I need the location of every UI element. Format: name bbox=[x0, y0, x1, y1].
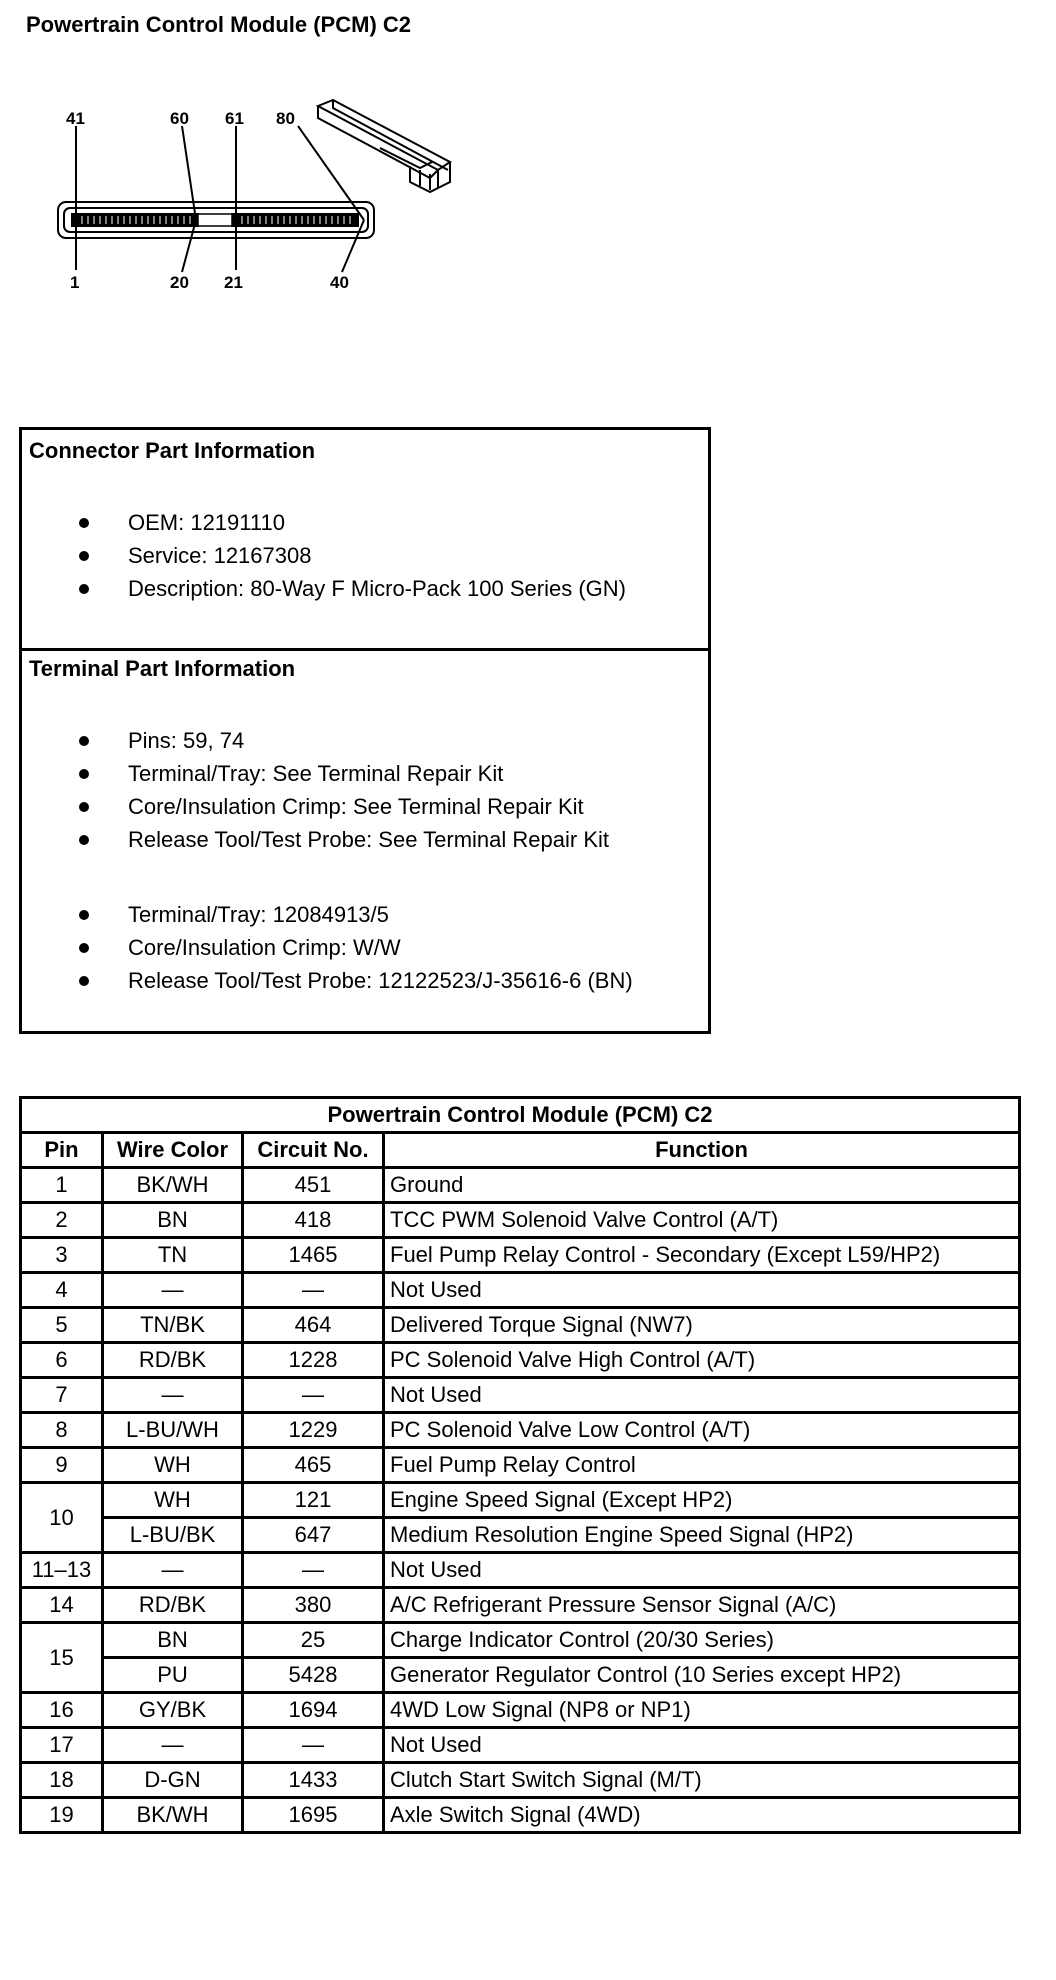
table-row bbox=[21, 1588, 1020, 1623]
pin-label-61: 61 bbox=[225, 109, 244, 128]
circuit-cell: 647 bbox=[243, 1518, 384, 1553]
table-row bbox=[21, 1518, 1020, 1553]
function-cell: Axle Switch Signal (4WD) bbox=[384, 1798, 1020, 1833]
circuit-cell: 1229 bbox=[243, 1413, 384, 1448]
circuit-cell: 1695 bbox=[243, 1798, 384, 1833]
function-cell: Not Used bbox=[384, 1273, 1020, 1308]
pin-labels-bottom bbox=[70, 273, 349, 292]
function-cell: PC Solenoid Valve Low Control (A/T) bbox=[384, 1413, 1020, 1448]
pin-label-40: 40 bbox=[330, 273, 349, 292]
wire-color-cell: WH bbox=[103, 1448, 243, 1483]
pin-cell: 5 bbox=[21, 1308, 103, 1343]
circuit-cell: — bbox=[243, 1273, 384, 1308]
table-header-row bbox=[21, 1133, 1020, 1168]
table-row bbox=[21, 1168, 1020, 1203]
wire-color-cell: WH bbox=[103, 1483, 243, 1518]
bullet-icon bbox=[79, 943, 89, 953]
list-item: Service: 12167308 bbox=[22, 539, 626, 572]
list-item: Core/Insulation Crimp: See Terminal Repair Kit bbox=[22, 790, 609, 823]
circuit-cell: 418 bbox=[243, 1203, 384, 1238]
main-connector-illustration bbox=[58, 202, 374, 238]
wire-color-cell: BK/WH bbox=[103, 1798, 243, 1833]
table-row bbox=[21, 1728, 1020, 1763]
circuit-cell: — bbox=[243, 1728, 384, 1763]
table-caption: Powertrain Control Module (PCM) C2 bbox=[21, 1098, 1020, 1133]
function-cell: Engine Speed Signal (Except HP2) bbox=[384, 1483, 1020, 1518]
list-item: Release Tool/Test Probe: 12122523/J-35616-6 (BN) bbox=[22, 964, 633, 997]
wire-color-cell: RD/BK bbox=[103, 1588, 243, 1623]
pin-cell: 8 bbox=[21, 1413, 103, 1448]
pin-cell: 9 bbox=[21, 1448, 103, 1483]
list-item: OEM: 12191110 bbox=[22, 506, 626, 539]
pin-cell: 19 bbox=[21, 1798, 103, 1833]
pin-cell: 7 bbox=[21, 1378, 103, 1413]
table-row bbox=[21, 1238, 1020, 1273]
terminal-part-information bbox=[22, 648, 708, 1031]
bullet-icon bbox=[79, 769, 89, 779]
circuit-cell: — bbox=[243, 1378, 384, 1413]
bullet-icon bbox=[79, 518, 89, 528]
terminal-info-list-1 bbox=[22, 724, 609, 856]
circuit-cell: 464 bbox=[243, 1308, 384, 1343]
circuit-cell: 25 bbox=[243, 1623, 384, 1658]
header-circuit-no: Circuit No. bbox=[243, 1133, 384, 1168]
table-row bbox=[21, 1658, 1020, 1693]
table-row bbox=[21, 1623, 1020, 1658]
pin-label-41: 41 bbox=[66, 109, 85, 128]
pin-table bbox=[19, 1096, 1021, 1834]
table-row bbox=[21, 1308, 1020, 1343]
bullet-icon bbox=[79, 551, 89, 561]
pin-cell: 18 bbox=[21, 1763, 103, 1798]
wire-color-cell: — bbox=[103, 1273, 243, 1308]
pin-cell: 3 bbox=[21, 1238, 103, 1273]
function-cell: A/C Refrigerant Pressure Sensor Signal (A/C) bbox=[384, 1588, 1020, 1623]
wire-color-cell: TN/BK bbox=[103, 1308, 243, 1343]
wire-color-cell: L-BU/BK bbox=[103, 1518, 243, 1553]
pin-cell: 11–13 bbox=[21, 1553, 103, 1588]
pin-label-1: 1 bbox=[70, 273, 80, 292]
circuit-cell: 380 bbox=[243, 1588, 384, 1623]
wire-color-cell: L-BU/WH bbox=[103, 1413, 243, 1448]
pin-label-60: 60 bbox=[170, 109, 189, 128]
list-item: Core/Insulation Crimp: W/W bbox=[22, 931, 633, 964]
list-item: Terminal/Tray: See Terminal Repair Kit bbox=[22, 757, 609, 790]
table-row bbox=[21, 1203, 1020, 1238]
function-cell: Not Used bbox=[384, 1378, 1020, 1413]
header-function: Function bbox=[384, 1133, 1020, 1168]
table-row bbox=[21, 1798, 1020, 1833]
circuit-cell: 1694 bbox=[243, 1693, 384, 1728]
function-cell: PC Solenoid Valve High Control (A/T) bbox=[384, 1343, 1020, 1378]
pin-label-80: 80 bbox=[276, 109, 295, 128]
circuit-cell: 1228 bbox=[243, 1343, 384, 1378]
terminal-info-list-2 bbox=[22, 898, 633, 997]
wire-color-cell: — bbox=[103, 1553, 243, 1588]
function-cell: TCC PWM Solenoid Valve Control (A/T) bbox=[384, 1203, 1020, 1238]
pin-cell: 16 bbox=[21, 1693, 103, 1728]
list-item: Release Tool/Test Probe: See Terminal Repair Kit bbox=[22, 823, 609, 856]
function-cell: Delivered Torque Signal (NW7) bbox=[384, 1308, 1020, 1343]
function-cell: Ground bbox=[384, 1168, 1020, 1203]
connector-part-information bbox=[22, 430, 708, 651]
pin-cell: 10 bbox=[21, 1483, 103, 1553]
table-row bbox=[21, 1763, 1020, 1798]
pin-cell: 15 bbox=[21, 1623, 103, 1693]
circuit-cell: 1433 bbox=[243, 1763, 384, 1798]
circuit-cell: — bbox=[243, 1553, 384, 1588]
function-cell: Fuel Pump Relay Control bbox=[384, 1448, 1020, 1483]
function-cell: Not Used bbox=[384, 1553, 1020, 1588]
table-row bbox=[21, 1553, 1020, 1588]
list-item: Terminal/Tray: 12084913/5 bbox=[22, 898, 633, 931]
bullet-icon bbox=[79, 976, 89, 986]
table-row bbox=[21, 1343, 1020, 1378]
bullet-icon bbox=[79, 835, 89, 845]
function-cell: Medium Resolution Engine Speed Signal (HP2) bbox=[384, 1518, 1020, 1553]
circuit-cell: 121 bbox=[243, 1483, 384, 1518]
wire-color-cell: BN bbox=[103, 1203, 243, 1238]
connector-info-list bbox=[22, 506, 626, 605]
function-cell: Charge Indicator Control (20/30 Series) bbox=[384, 1623, 1020, 1658]
bullet-icon bbox=[79, 584, 89, 594]
pin-labels-top bbox=[66, 109, 295, 128]
circuit-cell: 465 bbox=[243, 1448, 384, 1483]
mating-connector-illustration bbox=[318, 100, 450, 192]
wire-color-cell: — bbox=[103, 1378, 243, 1413]
list-item: Pins: 59, 74 bbox=[22, 724, 609, 757]
wire-color-cell: — bbox=[103, 1728, 243, 1763]
header-pin: Pin bbox=[21, 1133, 103, 1168]
table-row bbox=[21, 1693, 1020, 1728]
connector-diagram bbox=[0, 95, 480, 295]
pin-cell: 14 bbox=[21, 1588, 103, 1623]
pin-cell: 17 bbox=[21, 1728, 103, 1763]
pin-cell: 2 bbox=[21, 1203, 103, 1238]
function-cell: Fuel Pump Relay Control - Secondary (Except L59/HP2) bbox=[384, 1238, 1020, 1273]
pin-label-21: 21 bbox=[224, 273, 243, 292]
function-cell: Generator Regulator Control (10 Series except HP2) bbox=[384, 1658, 1020, 1693]
table-row bbox=[21, 1483, 1020, 1518]
circuit-cell: 1465 bbox=[243, 1238, 384, 1273]
wire-color-cell: PU bbox=[103, 1658, 243, 1693]
function-cell: Clutch Start Switch Signal (M/T) bbox=[384, 1763, 1020, 1798]
table-row bbox=[21, 1448, 1020, 1483]
bullet-icon bbox=[79, 910, 89, 920]
wire-color-cell: GY/BK bbox=[103, 1693, 243, 1728]
wire-color-cell: BK/WH bbox=[103, 1168, 243, 1203]
wire-color-cell: RD/BK bbox=[103, 1343, 243, 1378]
header-wire-color: Wire Color bbox=[103, 1133, 243, 1168]
wire-color-cell: TN bbox=[103, 1238, 243, 1273]
pin-label-20: 20 bbox=[170, 273, 189, 292]
list-item: Description: 80-Way F Micro-Pack 100 Series (GN) bbox=[22, 572, 626, 605]
wire-color-cell: D-GN bbox=[103, 1763, 243, 1798]
bullet-icon bbox=[79, 736, 89, 746]
table-row bbox=[21, 1413, 1020, 1448]
function-cell: 4WD Low Signal (NP8 or NP1) bbox=[384, 1693, 1020, 1728]
pin-cell: 1 bbox=[21, 1168, 103, 1203]
table-row bbox=[21, 1378, 1020, 1413]
wire-color-cell: BN bbox=[103, 1623, 243, 1658]
page-title: Powertrain Control Module (PCM) C2 bbox=[26, 12, 411, 37]
connector-info-heading: Connector Part Information bbox=[29, 438, 316, 463]
part-information-box bbox=[19, 427, 711, 1034]
circuit-cell: 5428 bbox=[243, 1658, 384, 1693]
pin-cell: 4 bbox=[21, 1273, 103, 1308]
table-row bbox=[21, 1273, 1020, 1308]
circuit-cell: 451 bbox=[243, 1168, 384, 1203]
bullet-icon bbox=[79, 802, 89, 812]
terminal-info-heading: Terminal Part Information bbox=[29, 656, 296, 681]
function-cell: Not Used bbox=[384, 1728, 1020, 1763]
pin-cell: 6 bbox=[21, 1343, 103, 1378]
